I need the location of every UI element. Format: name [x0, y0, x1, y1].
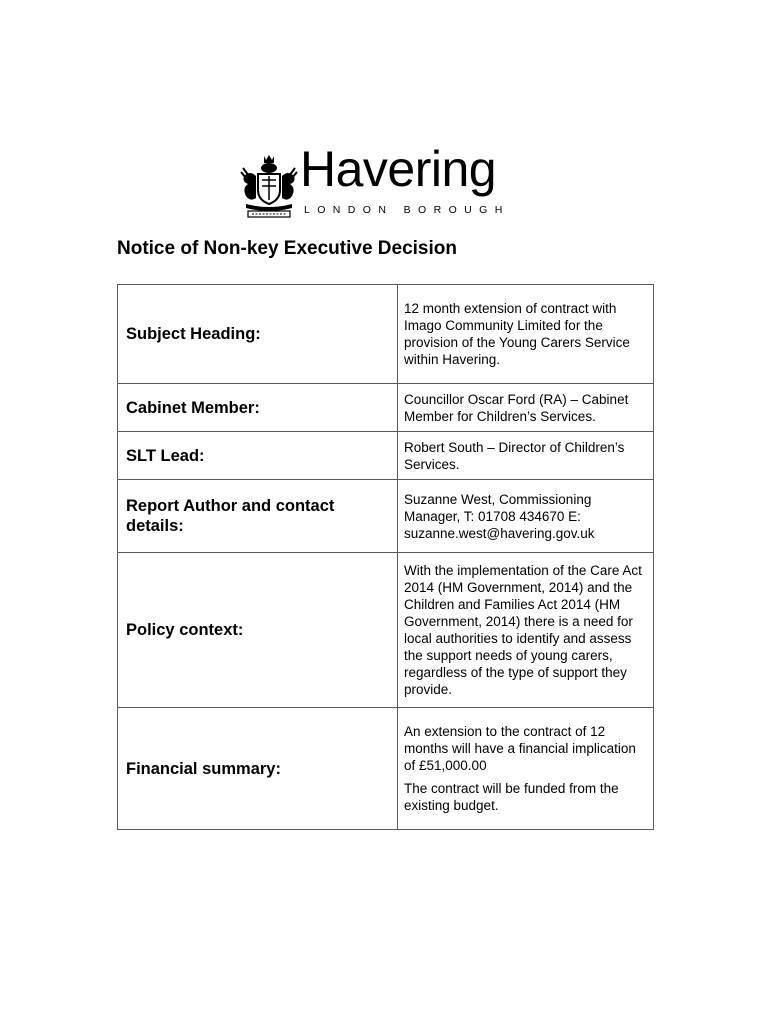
- table-row: [118, 432, 654, 480]
- row-label: Financial summary:: [118, 708, 398, 830]
- row-value: [398, 480, 654, 553]
- document-title: Notice of Non-key Executive Decision: [117, 238, 457, 259]
- row-label: SLT Lead:: [118, 432, 398, 480]
- row-label: Subject Heading:: [118, 285, 398, 384]
- logo-subtitle: LONDON BOROUGH: [304, 204, 510, 216]
- borough-crest-icon: [240, 154, 298, 218]
- table-row: [118, 553, 654, 708]
- value-paragraph: Councillor Oscar Ford (RA) – Cabinet Member for Children’s Services.: [404, 391, 629, 424]
- logo-wordmark: Havering: [300, 141, 497, 197]
- value-paragraph: The contract will be funded from the existing budget.: [404, 781, 619, 813]
- value-paragraph: An extension to the contract of 12 months will have a financial implication of £51,000.00: [404, 724, 636, 773]
- decision-table: [117, 284, 654, 830]
- value-paragraph: Suzanne West, Commissioning Manager, T: 01708 434670 E: suzanne.west@havering.gov.uk: [404, 491, 595, 541]
- table-row: [118, 285, 654, 384]
- row-value: [398, 708, 654, 830]
- table-row: [118, 384, 654, 432]
- value-paragraph: With the implementation of the Care Act 2014 (HM Government, 2014) and the Children and Families Act 2014 (HM Government, 2014) there is a need for local authorities to identify and assess the support needs of young carers, regardless of the type of support they provide.: [404, 563, 642, 697]
- value-paragraph: 12 month extension of contract with Imago Community Limited for the provision of the Young Carers Service within Havering.: [404, 301, 630, 367]
- row-label: Report Author and contact details:: [118, 480, 398, 553]
- table-row: [118, 708, 654, 830]
- value-paragraph: Robert South – Director of Children’s Services.: [404, 439, 625, 472]
- row-label: Cabinet Member:: [118, 384, 398, 432]
- row-value: [398, 553, 654, 708]
- row-value: [398, 285, 654, 384]
- havering-logo: [240, 141, 530, 222]
- table-row: [118, 480, 654, 553]
- row-value: [398, 384, 654, 432]
- row-label: Policy context:: [118, 553, 398, 708]
- row-value: [398, 432, 654, 480]
